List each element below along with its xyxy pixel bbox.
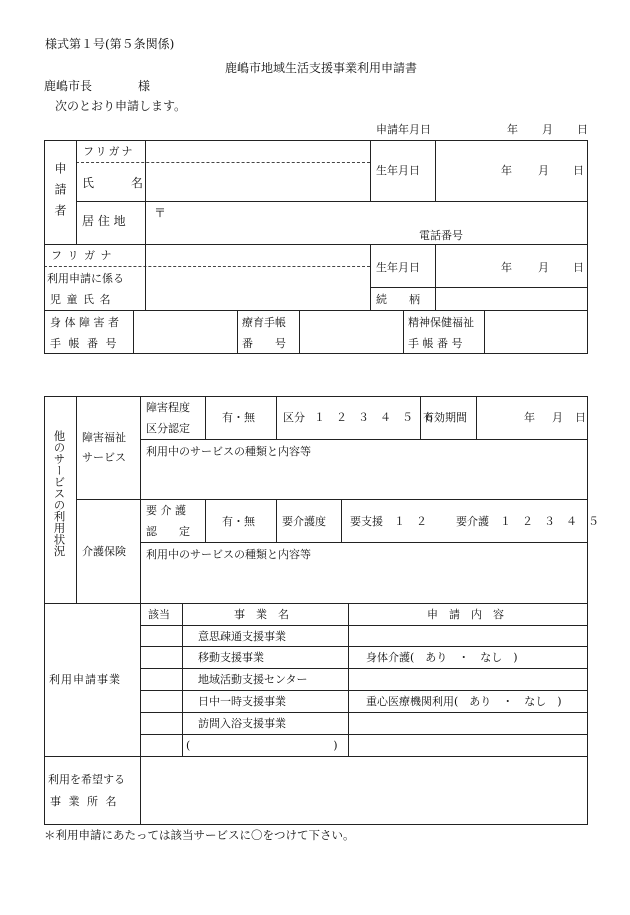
child-birth-month: 月 (538, 261, 549, 274)
footnote: ＊利用申請にあたっては該当サービスに〇をつけて下さい。 (44, 828, 355, 842)
applicant-address-label: 居 住 地 (82, 214, 126, 228)
date-day: 日 (577, 123, 588, 136)
date-month: 月 (542, 123, 553, 136)
mental-handbook-label-1: 精神保健福祉 (408, 316, 474, 329)
care-cert-label-2: 認 定 (146, 525, 190, 538)
col-applicable: 該当 (148, 608, 170, 621)
category-label: 区分 (283, 411, 305, 424)
validity-period-label: 有効期間 (423, 411, 467, 424)
desired-office-label-1: 利用を希望する (48, 773, 125, 786)
date-year: 年 (507, 123, 518, 136)
desired-office-label-2: 事 業 所 名 (50, 795, 119, 808)
care-insurance-label: 介護保険 (82, 545, 126, 558)
disability-degree-label-2: 区分認定 (146, 422, 190, 435)
application-section-label: 利用申請事業 (49, 673, 121, 686)
row-content: 重心医療機関利用( あり ・ なし ) (366, 695, 562, 708)
applicant-name-label-2: 名 (131, 176, 144, 190)
welfare-service-label-1: 障害福祉 (82, 431, 126, 444)
phone-label: 電話番号 (419, 229, 463, 242)
applicant-birth-day: 日 (573, 164, 584, 177)
applicant-birth-month: 月 (538, 164, 549, 177)
care-level-label: 要介護度 (282, 515, 326, 528)
child-name-label-2: 児 童 氏 名 (50, 293, 112, 306)
care-levels: 要介護 １ ２ ３ ４ ５ (456, 515, 599, 528)
category-values: １ ２ ３ ４ ５ ６ (314, 411, 435, 424)
row-name: 意思疎通支援事業 (198, 630, 286, 643)
welfare-services-in-use-label: 利用中のサービスの種類と内容等 (146, 445, 311, 458)
form-number: 様式第１号(第５条関係) (45, 37, 175, 51)
postal-mark: 〒 (154, 206, 167, 220)
row-name: 地域活動支援センター (198, 673, 308, 686)
physical-handbook-label-1: 身 体 障 害 者 (50, 316, 119, 329)
mental-handbook-label-2: 手 帳 番 号 (408, 337, 463, 350)
applicant-name-label-1: 氏 (82, 176, 95, 190)
welfare-service-label-2: サービス (82, 451, 126, 464)
relationship-label: 続 柄 (376, 293, 420, 306)
disability-degree-label-1: 障害程度 (146, 401, 190, 414)
applicant-section-label: 申請者 (53, 162, 67, 225)
applicant-furigana-label: フリガナ (83, 145, 135, 158)
ryoiku-handbook-label-2: 番 号 (242, 337, 286, 350)
child-birth-year: 年 (501, 261, 512, 274)
row-name: 訪問入浴支援事業 (198, 717, 286, 730)
ryoiku-handbook-label-1: 療育手帳 (242, 316, 286, 329)
child-furigana-label: フ リ ガ ナ (51, 249, 113, 262)
validity-month: 月 (552, 411, 563, 424)
row-name: 日中一時支援事業 (198, 695, 286, 708)
support-levels: 要支援 １ ２ (350, 515, 427, 528)
col-application-content: 申 請 内 容 (427, 608, 504, 621)
other-services-section-label: 他のサービスの利用状況 (52, 430, 67, 557)
validity-year: 年 (524, 411, 535, 424)
row-name-blank: ( ) (186, 739, 338, 752)
care-services-in-use-label: 利用中のサービスの種類と内容等 (146, 548, 311, 561)
applicant-birth-year: 年 (501, 164, 512, 177)
physical-handbook-label-2: 手 帳 番 号 (50, 337, 119, 350)
row-content: 身体介護( あり ・ なし ) (366, 651, 518, 664)
col-business-name: 事 業 名 (234, 608, 289, 621)
form-title: 鹿嶋市地域生活支援事業利用申請書 (225, 61, 418, 75)
child-birth-day: 日 (573, 261, 584, 274)
application-date-label: 申請年月日 (376, 123, 431, 136)
addressee-sama: 様 (138, 79, 151, 93)
applicant-birthdate-label: 生年月日 (376, 164, 420, 177)
care-cert-label-1: 要 介 護 (146, 504, 186, 517)
child-birthdate-label: 生年月日 (376, 261, 420, 274)
row-name: 移動支援事業 (198, 651, 264, 664)
care-yes-no: 有・無 (222, 515, 255, 528)
degree-yes-no: 有・無 (222, 411, 255, 424)
intro-text: 次のとおり申請します。 (55, 99, 187, 113)
addressee: 鹿嶋市長 (44, 79, 93, 93)
child-name-label-1: 利用申請に係る (47, 272, 124, 285)
validity-day: 日 (575, 411, 586, 424)
